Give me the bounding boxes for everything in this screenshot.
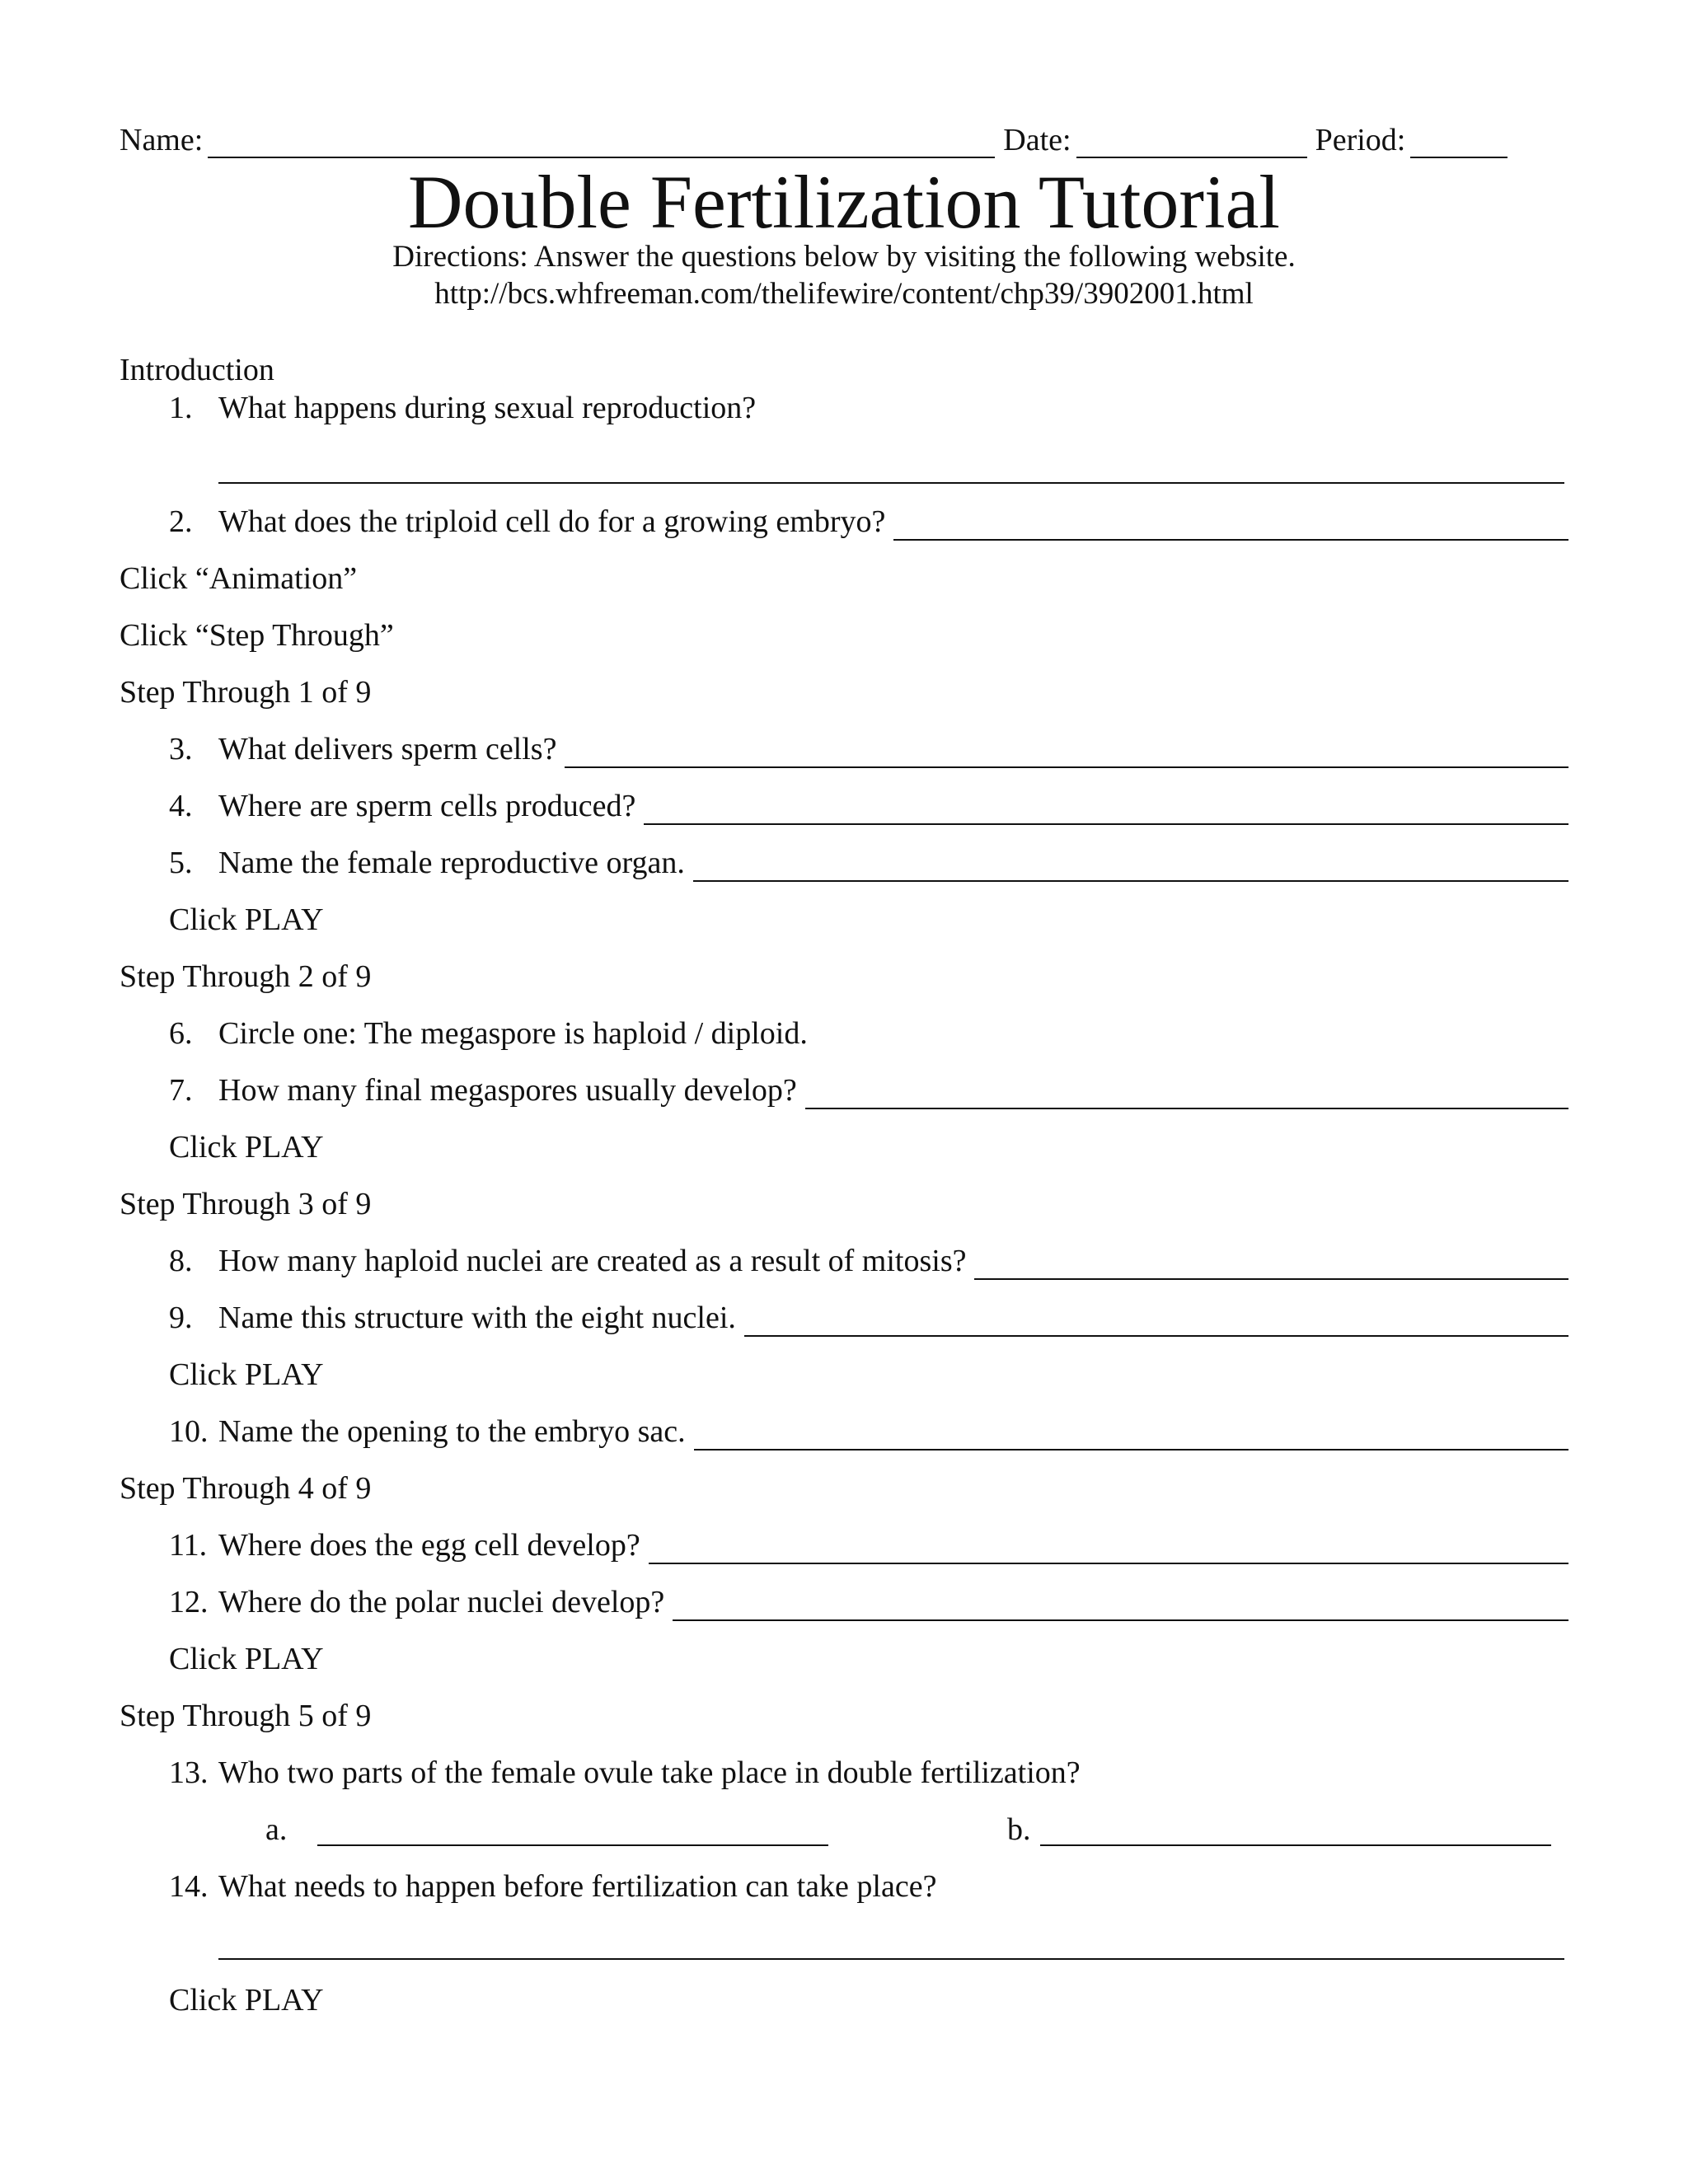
question-number: 7.: [169, 1073, 193, 1108]
question-number: 1.: [169, 391, 193, 425]
question-text: How many haploid nuclei are created as a result of mitosis?: [218, 1244, 967, 1278]
section-step-1: Step Through 1 of 9: [120, 675, 372, 710]
answer-line-2[interactable]: [893, 511, 1568, 541]
name-label: Name:: [120, 123, 204, 157]
question-13: [169, 1754, 1568, 1792]
question-14: [169, 1868, 1568, 1905]
header-row: [120, 115, 1566, 158]
question-text: How many final megaspores usually develop?: [218, 1073, 797, 1108]
answer-line-12[interactable]: [673, 1591, 1568, 1621]
question-number: 10.: [169, 1414, 209, 1449]
question-number: 3.: [169, 732, 193, 766]
question-text: What needs to happen before fertilization can take place?: [218, 1869, 937, 1904]
question-5: [169, 844, 1568, 882]
question-text: Where does the egg cell develop?: [218, 1528, 640, 1563]
question-7: [169, 1071, 1568, 1109]
question-text: Who two parts of the female ovule take place in double fertilization?: [218, 1755, 1081, 1790]
date-field[interactable]: [1076, 129, 1307, 158]
question-number: 4.: [169, 789, 193, 823]
question-text: Name this structure with the eight nuclei.: [218, 1301, 736, 1335]
instruction-click-play: Click PLAY: [169, 1130, 324, 1165]
answer-line-9[interactable]: [744, 1307, 1568, 1337]
question-text: What happens during sexual reproduction?: [218, 391, 757, 425]
answer-line-14[interactable]: [218, 1958, 1564, 1960]
section-step-5: Step Through 5 of 9: [120, 1699, 372, 1733]
answer-line-3[interactable]: [565, 738, 1568, 768]
directions-url: http://bcs.whfreeman.com/thelifewire/content/chp39/3902001.html: [434, 277, 1254, 311]
page-title: Double Fertilization Tutorial: [408, 160, 1280, 244]
period-label: Period:: [1315, 123, 1406, 157]
answer-b-label: b.: [1007, 1812, 1031, 1847]
question-9: [169, 1299, 1568, 1337]
answer-line-1[interactable]: [218, 482, 1564, 484]
question-8: [169, 1242, 1568, 1280]
question-1: [169, 389, 1568, 427]
question-3: [169, 730, 1568, 768]
date-label: Date:: [1003, 123, 1071, 157]
section-step-4: Step Through 4 of 9: [120, 1471, 372, 1506]
question-number: 14.: [169, 1869, 209, 1904]
question-text: What does the triploid cell do for a growing embryo?: [218, 504, 886, 539]
question-number: 2.: [169, 504, 193, 539]
question-4: [169, 787, 1568, 825]
question-number: 5.: [169, 846, 193, 880]
answer-line-7[interactable]: [805, 1080, 1568, 1109]
instruction-click-play: Click PLAY: [169, 1357, 324, 1392]
section-step-3: Step Through 3 of 9: [120, 1187, 372, 1221]
question-number: 11.: [169, 1528, 208, 1563]
question-12: [169, 1583, 1568, 1621]
instruction-click-animation: Click “Animation”: [120, 561, 358, 596]
answer-line-8[interactable]: [974, 1250, 1568, 1280]
answer-line-13b[interactable]: [1040, 1844, 1551, 1846]
question-text: Circle one: The megaspore is haploid / diploid.: [218, 1016, 808, 1051]
question-6: [169, 1015, 1568, 1052]
answer-line-4[interactable]: [644, 795, 1568, 825]
section-step-2: Step Through 2 of 9: [120, 959, 372, 994]
question-number: 12.: [169, 1585, 209, 1619]
answer-line-13a[interactable]: [317, 1844, 828, 1846]
instruction-click-play: Click PLAY: [169, 1642, 324, 1676]
question-text: Where do the polar nuclei develop?: [218, 1585, 665, 1619]
section-introduction: Introduction: [120, 353, 274, 387]
question-number: 9.: [169, 1301, 193, 1335]
question-2: [169, 503, 1568, 541]
question-text: Name the female reproductive organ.: [218, 846, 685, 880]
instruction-click-play: Click PLAY: [169, 1983, 324, 2018]
name-field[interactable]: [208, 129, 995, 158]
instruction-click-play: Click PLAY: [169, 902, 324, 937]
period-field[interactable]: [1410, 129, 1507, 158]
instruction-click-step-through: Click “Step Through”: [120, 618, 394, 653]
answer-line-11[interactable]: [649, 1535, 1568, 1564]
question-text: What delivers sperm cells?: [218, 732, 557, 766]
question-number: 8.: [169, 1244, 193, 1278]
question-number: 13.: [169, 1755, 209, 1790]
question-11: [169, 1526, 1568, 1564]
question-text: Name the opening to the embryo sac.: [218, 1414, 686, 1449]
question-10: [169, 1413, 1568, 1451]
question-text: Where are sperm cells produced?: [218, 789, 636, 823]
answer-line-5[interactable]: [693, 852, 1568, 882]
directions-text: Directions: Answer the questions below by visiting the following website.: [392, 240, 1296, 274]
answer-a-label: a.: [265, 1812, 288, 1847]
answer-line-10[interactable]: [694, 1421, 1568, 1451]
question-number: 6.: [169, 1016, 193, 1051]
